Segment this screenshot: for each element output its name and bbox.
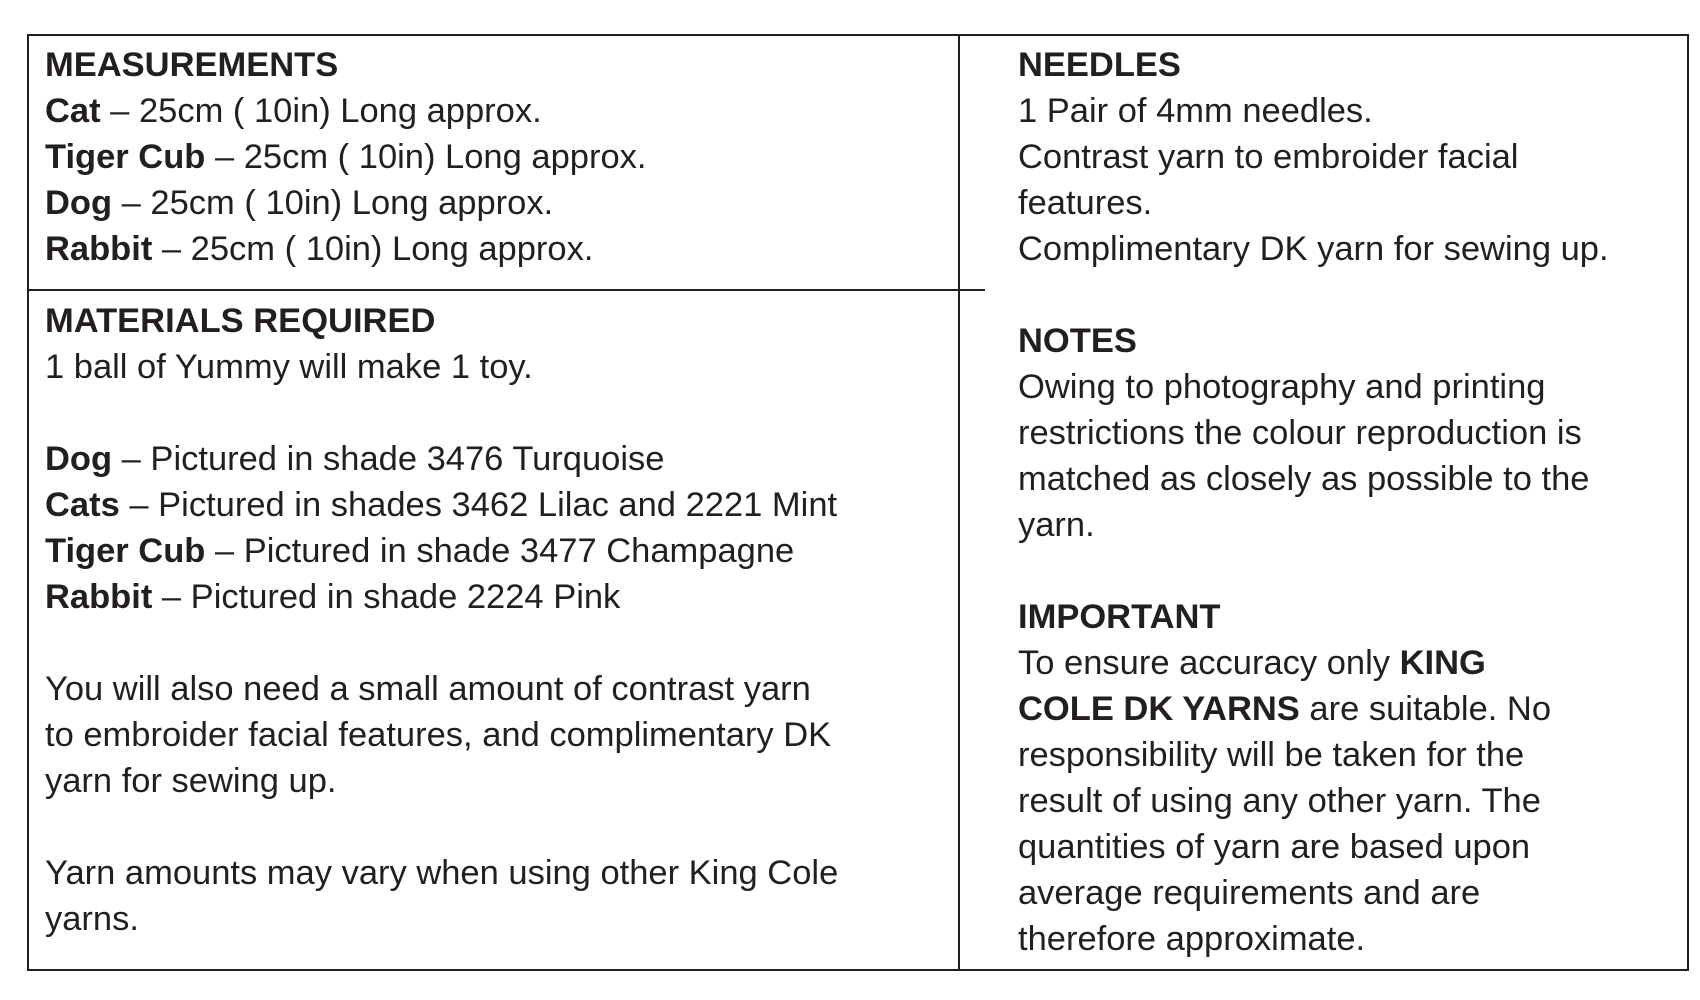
measurement-item-text: – 25cm ( 10in) Long approx.	[205, 138, 647, 176]
spacer	[45, 390, 838, 436]
shade-item-text: – Pictured in shade 2224 Pink	[152, 578, 621, 616]
notes-line: restrictions the colour reproduction is	[1018, 414, 1582, 452]
important-line: quantities of yarn are based upon	[1018, 828, 1531, 866]
important-line	[1018, 686, 1609, 732]
shade-item-name: Tiger Cub	[45, 532, 206, 570]
column-divider	[958, 34, 960, 971]
measurement-item-text: – 25cm ( 10in) Long approx.	[152, 230, 594, 268]
materials-extra-line: to embroider facial features, and complimentary DK	[45, 716, 832, 754]
row-divider	[27, 289, 985, 291]
measurement-row	[45, 226, 646, 272]
brand-name-text: KING	[1399, 644, 1486, 682]
important-line: result of using any other yarn. The	[1018, 782, 1541, 820]
notes-line: Owing to photography and printing	[1018, 368, 1546, 406]
spacer	[45, 620, 838, 666]
shade-item-text: – Pictured in shades 3462 Lilac and 2221 Mint	[119, 486, 838, 524]
important-text: To ensure accuracy only	[1018, 644, 1400, 682]
materials-vary-line: yarns.	[45, 900, 139, 938]
notes-line: yarn.	[1018, 506, 1095, 544]
important-line: therefore approximate.	[1018, 920, 1366, 958]
spacer	[1018, 548, 1609, 594]
important-heading: IMPORTANT	[1018, 598, 1221, 636]
measurement-item-name: Dog	[45, 184, 113, 222]
materials-heading: MATERIALS REQUIRED	[45, 302, 436, 340]
materials-extra-line: You will also need a small amount of contrast yarn	[45, 670, 811, 708]
materials-section	[45, 298, 838, 942]
notes-line: matched as closely as possible to the	[1018, 460, 1590, 498]
needles-line: 1 Pair of 4mm needles.	[1018, 92, 1373, 130]
shade-item-name: Rabbit	[45, 578, 153, 616]
important-line: responsibility will be taken for the	[1018, 736, 1525, 774]
materials-extra-line: yarn for sewing up.	[45, 762, 337, 800]
materials-vary-line: Yarn amounts may vary when using other King Cole	[45, 854, 839, 892]
measurement-item-text: – 25cm ( 10in) Long approx.	[100, 92, 542, 130]
shade-row	[45, 482, 838, 528]
needles-heading: NEEDLES	[1018, 46, 1181, 84]
measurement-row	[45, 180, 646, 226]
measurement-row	[45, 88, 646, 134]
important-text: are suitable. No	[1299, 690, 1552, 728]
measurement-row	[45, 134, 646, 180]
measurements-heading: MEASUREMENTS	[45, 46, 339, 84]
needles-line: features.	[1018, 184, 1153, 222]
shade-item-name: Dog	[45, 440, 113, 478]
important-line: average requirements and are	[1018, 874, 1481, 912]
measurement-item-name: Tiger Cub	[45, 138, 206, 176]
shade-row	[45, 528, 838, 574]
shade-row	[45, 436, 838, 482]
brand-name-text: COLE DK YARNS	[1018, 690, 1300, 728]
measurement-item-name: Rabbit	[45, 230, 153, 268]
materials-intro: 1 ball of Yummy will make 1 toy.	[45, 348, 533, 386]
shade-row	[45, 574, 838, 620]
spacer	[1018, 272, 1609, 318]
measurements-section	[45, 42, 646, 272]
measurement-item-text: – 25cm ( 10in) Long approx.	[112, 184, 554, 222]
shade-item-text: – Pictured in shade 3477 Champagne	[205, 532, 795, 570]
shade-item-text: – Pictured in shade 3476 Turquoise	[112, 440, 665, 478]
needles-line: Complimentary DK yarn for sewing up.	[1018, 230, 1609, 268]
notes-heading: NOTES	[1018, 322, 1137, 360]
important-line	[1018, 640, 1609, 686]
right-column	[1018, 42, 1609, 962]
shade-item-name: Cats	[45, 486, 120, 524]
spacer	[45, 804, 838, 850]
measurement-item-name: Cat	[45, 92, 101, 130]
needles-line: Contrast yarn to embroider facial	[1018, 138, 1519, 176]
